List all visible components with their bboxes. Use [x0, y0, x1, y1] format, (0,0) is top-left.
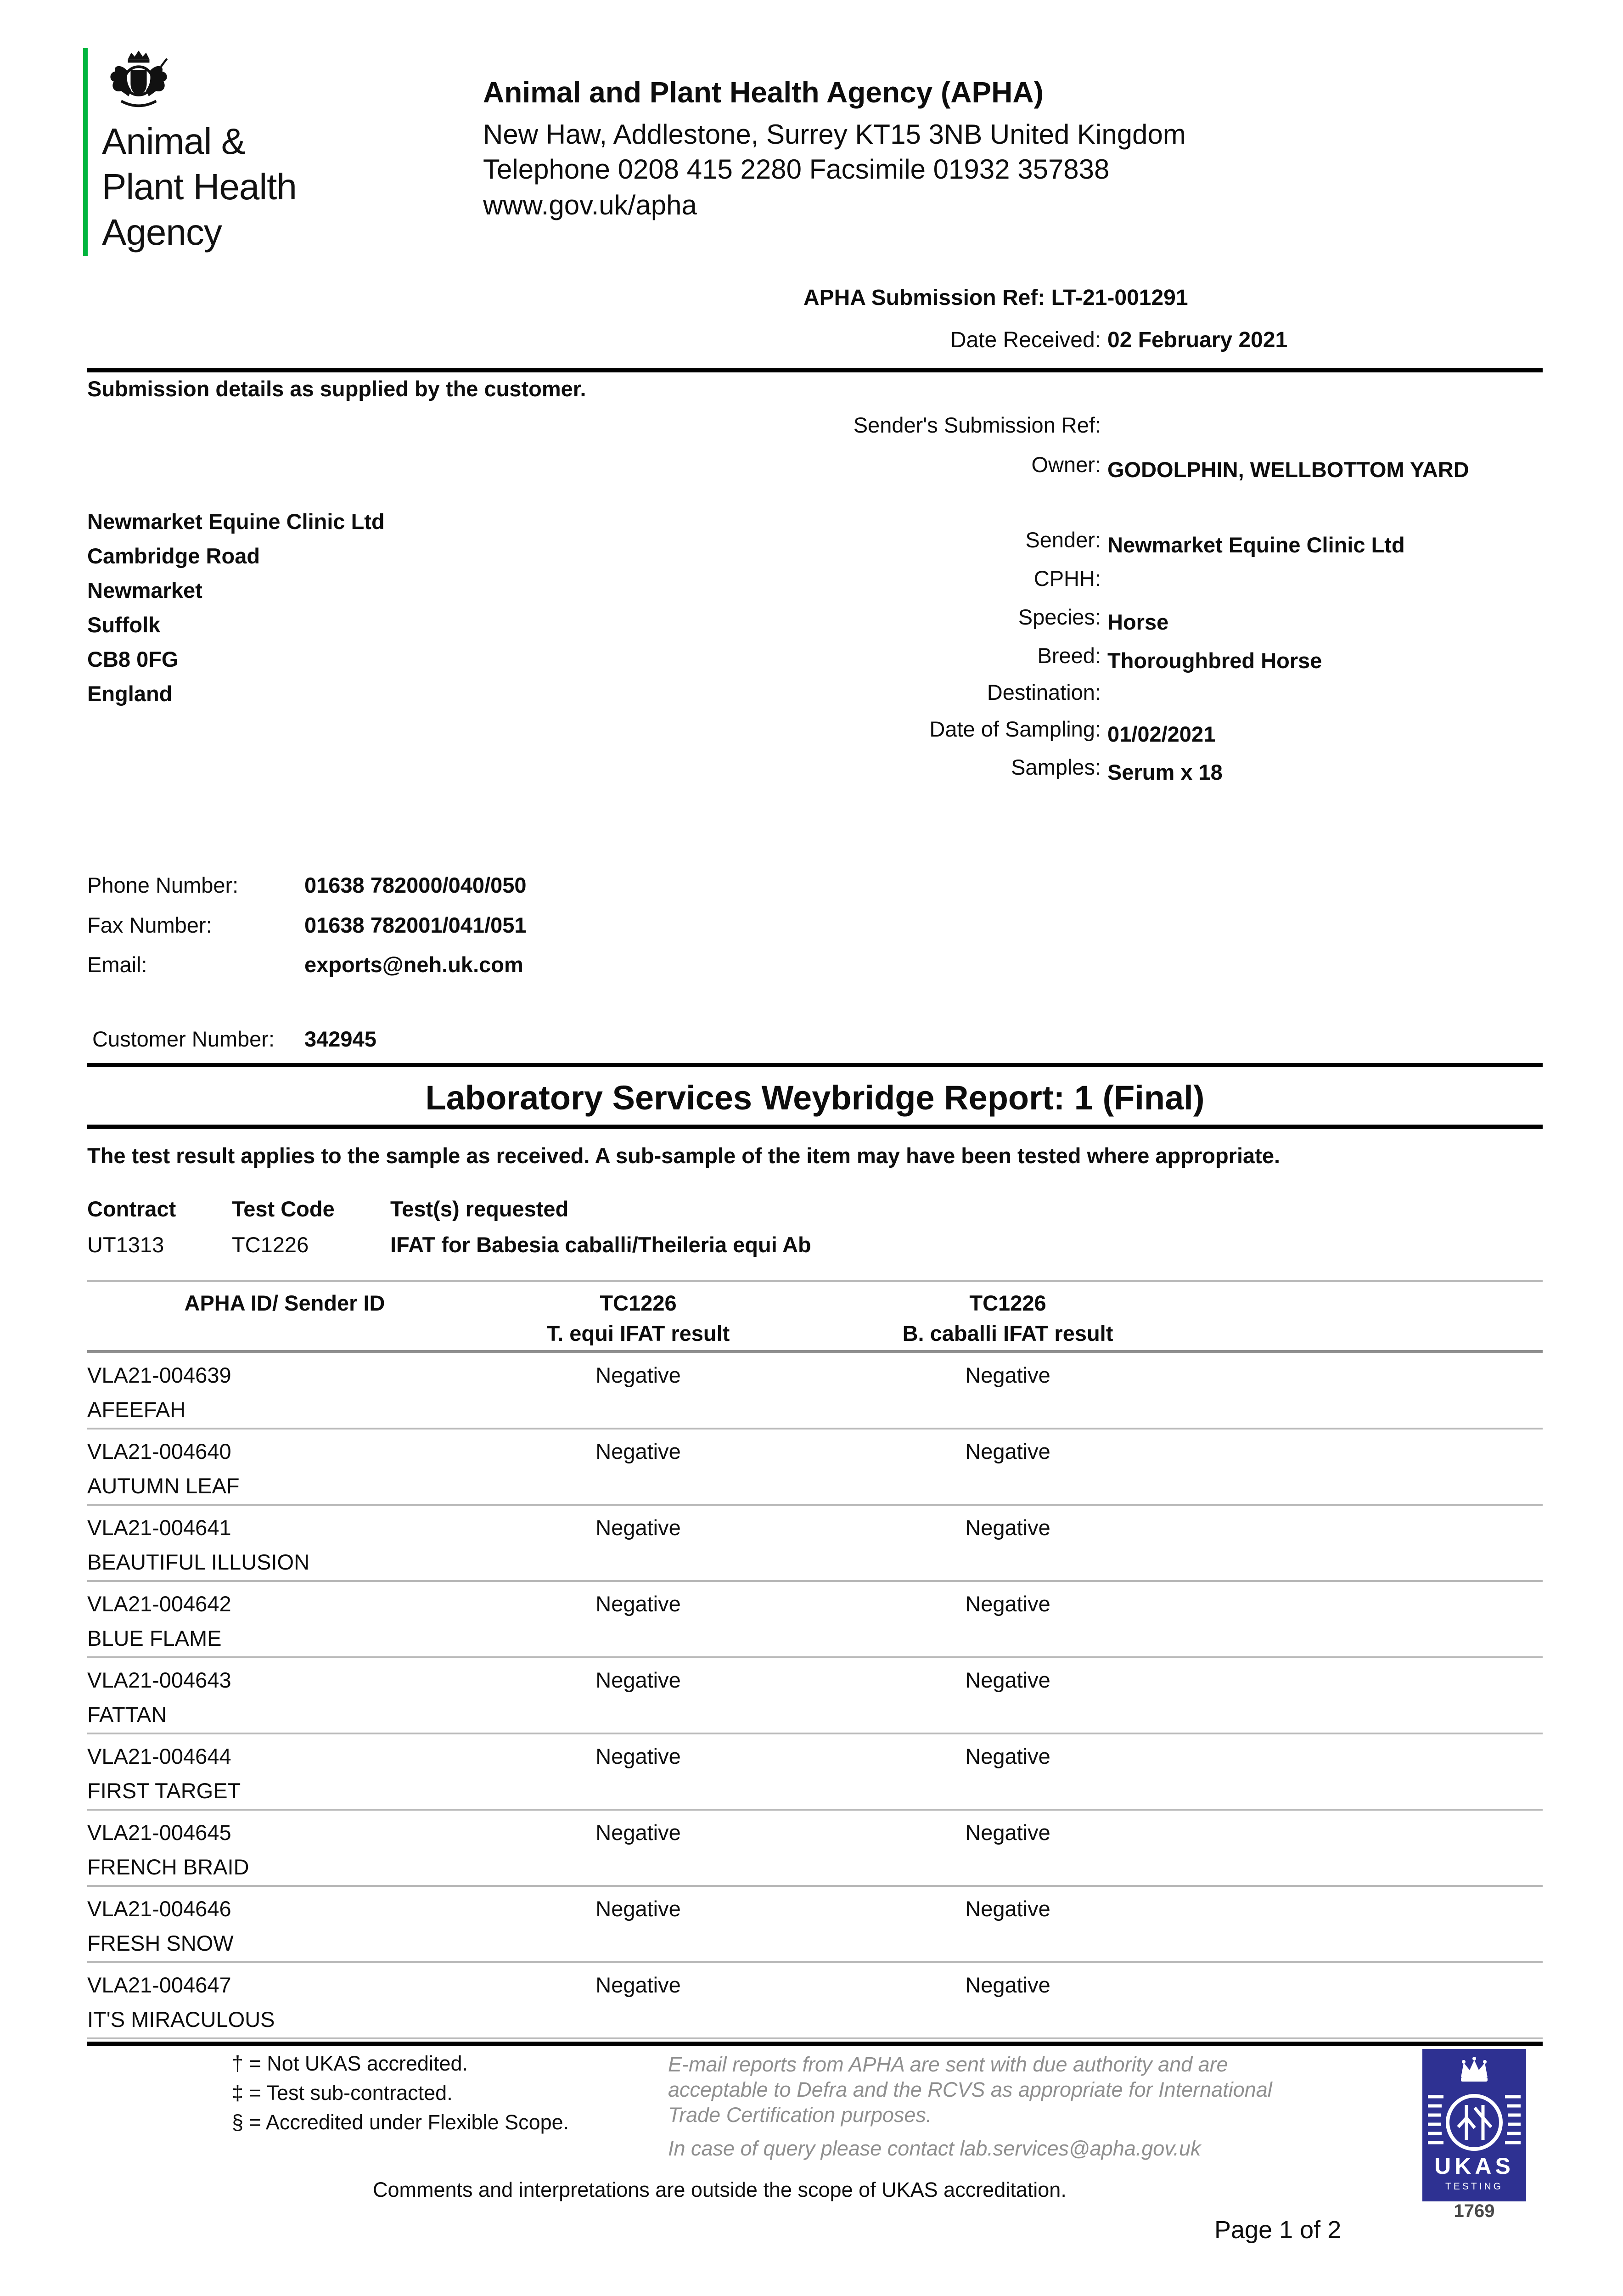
customer-number-value: 342945 [304, 1027, 376, 1051]
bcaballi-result: Negative [965, 1668, 1050, 1692]
bcaballi-result: Negative [965, 1592, 1050, 1616]
sample-name: FIRST TARGET [87, 1778, 241, 1803]
contact-value: 01638 782000/040/050 [304, 873, 527, 897]
field-label: Species: [1018, 605, 1101, 629]
sample-id: VLA21-004639 [87, 1363, 231, 1387]
logo-line-3: Agency [102, 212, 222, 253]
field-value: GODOLPHIN, WELLBOTTOM YARD [1107, 457, 1469, 482]
ukas-testing-logo [1422, 2049, 1527, 2222]
sample-name: BEAUTIFUL ILLUSION [87, 1550, 310, 1575]
note-line: Trade Certification purposes. [668, 2103, 932, 2127]
contact-label: Email: [87, 952, 147, 977]
field-value: Thoroughbred Horse [1107, 648, 1322, 673]
date-received-value: 02 February 2021 [1107, 328, 1288, 352]
sample-id: VLA21-004646 [87, 1896, 231, 1921]
ukas-sublabel: TESTING [1445, 2181, 1504, 2192]
agency-address: New Haw, Addlestone, Surrey KT15 3NB United Kingdom [483, 119, 1186, 150]
sample-name: FRESH SNOW [87, 1931, 234, 1956]
bcaballi-result: Negative [965, 1973, 1050, 1997]
sender-address-line: England [87, 681, 173, 706]
bcaballi-result: Negative [965, 1515, 1050, 1540]
sample-cell [87, 1506, 482, 1580]
col-header-apha-id: APHA ID/ Sender ID [184, 1291, 385, 1315]
tequi-result: Negative [595, 1668, 681, 1692]
table-row [87, 1811, 1543, 1887]
field-value: Newmarket Equine Clinic Ltd [1107, 533, 1405, 557]
sample-name: IT'S MIRACULOUS [87, 2007, 275, 2032]
sample-cell [87, 1963, 482, 2037]
sample-id: VLA21-004641 [87, 1515, 231, 1540]
sender-address-line: Newmarket Equine Clinic Ltd [87, 509, 385, 534]
col-header-tc1226-bcaballi: TC1226 [969, 1291, 1046, 1315]
sender-address-line: Suffolk [87, 613, 161, 637]
bcaballi-result: Negative [965, 1363, 1050, 1387]
royal-crest-icon [98, 48, 179, 117]
accreditation-legend [232, 2049, 569, 2137]
contact-value: exports@neh.uk.com [304, 952, 523, 977]
sample-name: FRENCH BRAID [87, 1855, 249, 1880]
sample-cell [87, 1353, 482, 1428]
divider-report-bottom [87, 1125, 1543, 1129]
sample-name: BLUE FLAME [87, 1626, 222, 1651]
table-row [87, 1582, 1543, 1658]
test-code-value: TC1226 [232, 1232, 309, 1257]
tequi-result: Negative [595, 1896, 681, 1921]
sample-id: VLA21-004640 [87, 1439, 231, 1463]
ukas-number: 1769 [1454, 2201, 1495, 2220]
contract-header: Contract [87, 1197, 176, 1221]
contact-label: Phone Number: [87, 873, 239, 897]
sample-name: FATTAN [87, 1702, 167, 1727]
col-header-tc1226-tequi: TC1226 [600, 1291, 677, 1315]
table-row [87, 1887, 1543, 1963]
table-row [87, 1429, 1543, 1506]
logo-line-1: Animal & [102, 121, 246, 162]
table-bottom-rule [87, 2042, 1543, 2046]
sample-cell [87, 1429, 482, 1504]
col-subheader-bcaballi: B. caballi IFAT result [902, 1321, 1113, 1345]
customer-number-label: Customer Number: [92, 1027, 275, 1051]
email-authority-note [668, 2052, 1272, 2127]
test-code-header: Test Code [232, 1197, 335, 1221]
table-header-rule [87, 1350, 1543, 1353]
sample-id: VLA21-004644 [87, 1744, 231, 1768]
contact-value: 01638 782001/041/051 [304, 913, 527, 937]
agency-title: Animal and Plant Health Agency (APHA) [483, 76, 1044, 109]
bcaballi-result: Negative [965, 1744, 1050, 1768]
field-value: Serum x 18 [1107, 760, 1223, 784]
comments-scope-note: Comments and interpretations are outside the scope of UKAS accreditation. [373, 2178, 1067, 2201]
field-label: Destination: [987, 680, 1101, 704]
field-label: Owner: [1031, 452, 1101, 477]
sample-id: VLA21-004645 [87, 1820, 231, 1845]
field-value: Horse [1107, 610, 1169, 634]
tests-requested-header: Test(s) requested [390, 1197, 569, 1221]
bcaballi-result: Negative [965, 1820, 1050, 1845]
tequi-result: Negative [595, 1973, 681, 1997]
sample-cell [87, 1734, 482, 1809]
table-row [87, 1658, 1543, 1734]
sample-cell [87, 1887, 482, 1961]
sample-id: VLA21-004647 [87, 1973, 231, 1997]
tequi-result: Negative [595, 1592, 681, 1616]
sample-id: VLA21-004642 [87, 1592, 231, 1616]
table-row [87, 1963, 1543, 2039]
submission-details-heading: Submission details as supplied by the customer. [87, 377, 586, 401]
table-row [87, 1734, 1543, 1811]
sender-address-line: Newmarket [87, 578, 202, 602]
sender-address-line: CB8 0FG [87, 647, 179, 671]
tequi-result: Negative [595, 1744, 681, 1768]
report-title: Laboratory Services Weybridge Report: 1 (Final) [425, 1079, 1205, 1117]
sample-cell [87, 1811, 482, 1885]
query-contact-note: In case of query please contact lab.services@apha.gov.uk [668, 2137, 1201, 2160]
field-label: Date of Sampling: [929, 717, 1101, 741]
tequi-result: Negative [595, 1820, 681, 1845]
results-rows [87, 1353, 1543, 2039]
contact-label: Fax Number: [87, 913, 212, 937]
sample-name: AUTUMN LEAF [87, 1474, 240, 1498]
logo-line-2: Plant Health [102, 166, 297, 207]
agency-website: www.gov.uk/apha [483, 190, 697, 220]
note-line: acceptable to Defra and the RCVS as appropriate for International [668, 2078, 1272, 2101]
contract-value: UT1313 [87, 1232, 164, 1257]
field-label: Sender's Submission Ref: [853, 413, 1101, 437]
legend-item: ‡ = Test sub-contracted. [232, 2081, 453, 2105]
col-subheader-tequi: T. equi IFAT result [546, 1321, 730, 1345]
field-label: Samples: [1011, 755, 1101, 779]
table-row [87, 1506, 1543, 1582]
legend-item: † = Not UKAS accredited. [232, 2052, 468, 2075]
report-disclaimer: The test result applies to the sample as received. A sub-sample of the item may have been tested where appropriate. [87, 1143, 1280, 1168]
apha-submission-ref: APHA Submission Ref: LT-21-001291 [803, 286, 1188, 310]
sample-name: AFEEFAH [87, 1397, 186, 1422]
legend-item: § = Accredited under Flexible Scope. [232, 2110, 569, 2134]
logo-wordmark [102, 118, 297, 255]
sender-address [87, 504, 385, 711]
tequi-result: Negative [595, 1515, 681, 1540]
sample-id: VLA21-004643 [87, 1668, 231, 1692]
tests-requested-value: IFAT for Babesia caballi/Theileria equi Ab [390, 1232, 811, 1257]
field-label: Breed: [1037, 643, 1101, 668]
page-number: Page 1 of 2 [1214, 2216, 1342, 2244]
bcaballi-result: Negative [965, 1896, 1050, 1921]
logo-green-bar [83, 48, 88, 256]
sample-cell [87, 1658, 482, 1733]
ukas-label: UKAS [1434, 2153, 1514, 2179]
table-row [87, 1353, 1543, 1429]
tequi-result: Negative [595, 1439, 681, 1463]
tequi-result: Negative [595, 1363, 681, 1387]
field-label: CPHH: [1033, 566, 1101, 591]
table-top-rule [87, 1280, 1543, 1282]
bcaballi-result: Negative [965, 1439, 1050, 1463]
sample-cell [87, 1582, 482, 1656]
sender-address-line: Cambridge Road [87, 544, 260, 568]
agency-phone-fax: Telephone 0208 415 2280 Facsimile 01932 357838 [483, 154, 1110, 185]
field-value: 01/02/2021 [1107, 722, 1216, 746]
divider-report-top [87, 1063, 1543, 1067]
field-label: Sender: [1025, 528, 1101, 552]
date-received-label: Date Received: [950, 328, 1101, 352]
note-line: E-mail reports from APHA are sent with due authority and are [668, 2053, 1228, 2076]
divider-top [87, 368, 1543, 372]
